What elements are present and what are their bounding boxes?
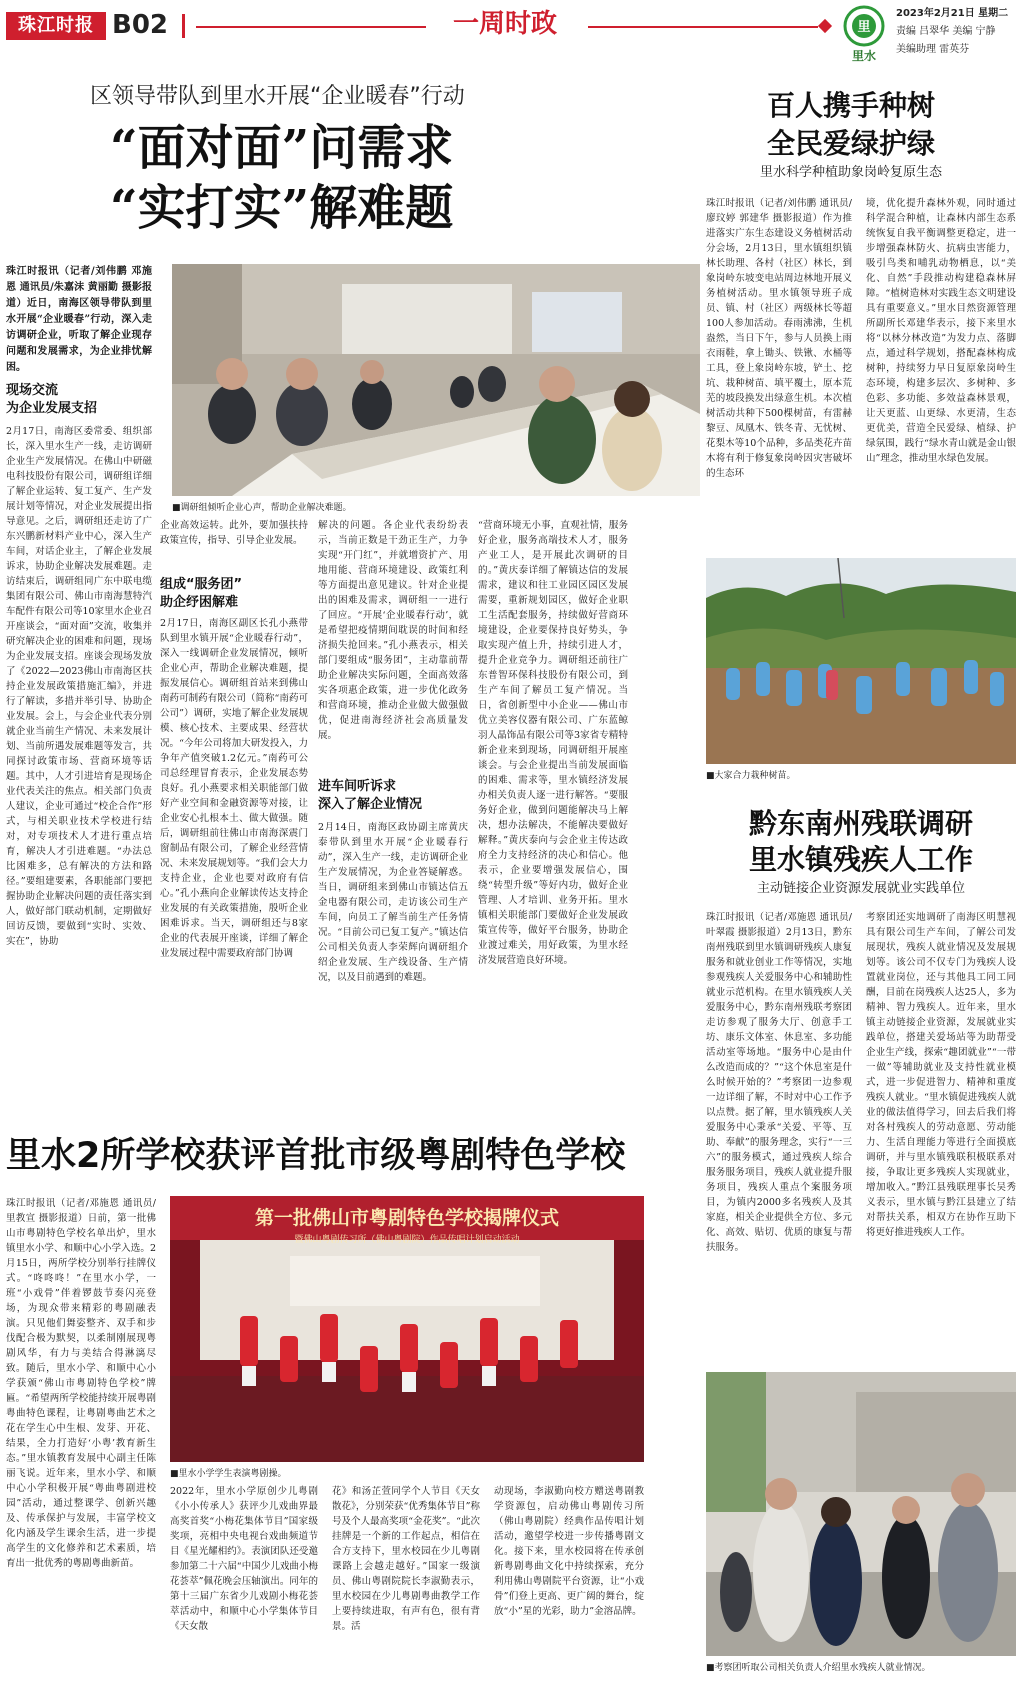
story2-deck: 里水科学种植助象岗岭复原生态 [759,165,942,180]
story2-photo [706,558,1016,764]
story1-photo [172,264,700,496]
story2-col1-text: 珠江时报讯（记者/刘伟鹏 通讯员/廖玟婷 郭建华 摄影报道）作为推进落实广东生态建设义务植树活动分会场，2月13日，里水镇组织镇林长助理、各村（社区）林长，到象岗岭东坡变电站周边林地开展义务植树活动。里水镇领导班子成员、镇、村（社区）两级林长等超100人参加活动。春雨沸沸，生机盎然，当日下午，参与人员换上雨衣雨鞋，拿上锄头、铁锹、水桶等工具，登上象岗岭东坡，铲土、挖坑、栽种树苗、填平覆土，原本荒芜的坡段换发出绿意生机。本次植树活动共种下500棵树苗，有雷赫黎豆、凤凰木、铁冬青、无忧树、花梨木等10个品种，多品类花卉苗木将有利于修复象岗岭因灾害破坏的生态环 [706,198,852,479]
story1-kicker: 区领导带队到里水开展“企业暖春”行动 [90,84,465,109]
svg-text:里: 里 [857,20,871,35]
editor-credits: 责编 吕翠华 美编 宁静 [896,26,996,37]
story1-photo-caption: ■调研组倾听企业心声，帮助企业解决难题。 [172,503,352,513]
story1-subhead-3b: 深入了解企业情况 [318,797,423,812]
tree-planting-photo-icon [706,558,1016,764]
story2-headline-1: 百人携手种树 [766,89,935,122]
factory-visit-photo-icon [706,1372,1016,1656]
story4-col4-text: 动现场，李淑勤向校方赠送粤剧教学资源包，启动佛山粤剧传习所（佛山粤剧院）经典作品传唱计划活动，邀望学校进一步传播粤剧文化。接下来，里水校园将在传承创新粤剧粤曲文化中持续探索，充分利用佛山粤剧院平台资源，让“小戏骨”们登上更高、更广阔的舞台，绽放“小”星的光彩，助力”金溶品牌。 [494,1486,644,1617]
story1-subhead-2: 组成“服务团” [160,577,243,592]
editor-assistant: 美编助理 雷英芬 [896,44,970,55]
town-logo-text: 里水 [851,49,876,63]
story1-subhead-1b: 为企业发展支招 [6,401,98,416]
paper-logo: 珠江时报 [6,12,106,40]
story1-subhead-2b: 助企纾困解难 [160,595,239,610]
story3-headline-2: 里水镇残疾人工作 [748,843,973,876]
story1-col2-text: 2月17日，南海区副区长孔小燕带队到里水镇开展“企业暖春行动”，深入一线调研企业发展情况，倾听企业心声，帮助企业解决难题，提振发展信心。调研组首站来到佛山南药可制药有限公司（简称“南药可公司”）调研，实地了解企业发展规模、核心技术、主要成果、经营状况。“今年公司将加大研发投入，力争年产值突破1.2亿元。”南药可公司总经理冒育表示，企业发展态势良好。孔小燕要求相关职能部门做好产业空间和金融资源等对接，让企业安心扎根本土、做大做强。随后，调研组前往佛山市南海深震门窗制品有限公司，了解企业经营情况、未来发展规划等。“我们会大力支持企业，企业也要对政府有信心。”孔小燕向企业解读传达支持企业发展的有关政策措施，殷听企业困难诉求。当天，调研组还与8家企业的代表展开座谈，详细了解企业发展过程中需要政府部门协调 [160,618,308,959]
story4-photo [170,1196,644,1462]
masthead [0,0,1024,70]
story1-col3-text: 2月14日，南海区政协副主席黄庆泰带队到里水开展“企业暖春行动”，深入生产一线，走访调研企业生产发展情况，为企业答疑解惑。当日，调研组来到佛山市镇达信五金电器有限公司，走访该公司生产车间，向员工了解当前生产任务情况。“目前公司已复工复产。”镇达信公司相关负责人李荣辉向调研组介绍企业发展、生产线设备、生产情况，以及目前遇到的难题。 [318,822,468,983]
story4-headline: 里水2所学校获评首批市级粤剧特色学校 [6,1136,626,1176]
story4-photo-caption: ■里水小学学生表演粤剧操。 [170,1469,287,1479]
story1-col3-top: 解决的问题。各企业代表纷纷表示，当前正数是干劲正生产，力争实现“开门红”，并就增资扩产、用地用能、营商环境建设、政策红利等方面提出意见建议。针对企业提出的困难及需求，调研组一一进行了回应。“开展‘企业暖春行动’，就是希望把疫情期间耽误的时间和经济损失抢回来。”孔小燕表示，相关部门要组成“服务团”，主动靠前帮助企业解决实际问题，全面高效落实各项惠企政策，进一步优化政务和营商环境，推动企业做大做强做优，促进南海经济社会高质量发展。 [318,520,468,741]
story2-photo-caption: ■大家合力栽种树苗。 [706,771,796,781]
story4-col3-text: 花》和汤芷萱同学个人节目《天女散花》，分别荣获“优秀集体节目”称号及个人最高奖项“金花奖”。“此次挂牌是一个新的工作起点，相信在合方支持下，里水校园在少儿粤剧课路上会越走越好。”国家一级演员、佛山粤剧院院长李淑勤表示，里水校园在少儿粤剧粤曲教学工作上要持续进取，有声有色，很有背景。活 [332,1486,480,1632]
meeting-room-photo-icon [172,264,700,496]
masthead-rule-left [196,26,426,28]
story1-col4-text: “营商环境无小事，直观社情，服务好企业，服务高端技术人才，服务产业工人，是开展此次调研的目的。”黄庆泰详细了解镇达信的发展需求，建议和往工业园区园区发展需要，重新规划园区，做好企业职工生活配套服务，持续做好营商环境建设，企业要保持良好势头，争取实现产值上升，持续引进人才，提升企业竞争力。调研组还前往广东普智环保科技股份有限公司，到生产车间了解员工复产情况。当日，省创新型中小企业——佛山市优立美容仪器有限公司、广东蓝鲸羽人晶饰品有限公司等3家省专精特新企业来到现场，同调研组开展座谈会。与会企业提出当前发展面临的困难、需求等，里水镇经济发展办相关负责人逐一进行解答。“要服务好企业，做到问题能解决马上解决，想办法解决，不能解决要做好解释。”黄庆泰向与会企业主传达政府全力支持经济的决心和信心。他表示，企业要增强发展信心，围绕“转型升级”等好内功，做好企业管理、人才培训、业务开拓。里水镇相关职能部门要做好企业发展政策宣传等，做好平台服务，协助企业渡过难关，用好政策，为里水经济发展营造良好环境。 [478,520,628,966]
masthead-diamond [818,19,832,33]
section-title: 一周时政 [452,9,557,39]
story3-deck: 主动链接企业资源发展就业实践单位 [756,881,965,896]
town-logo [842,4,886,66]
page-number: B02 [112,10,168,40]
story3-col2-text: 考察团还实地调研了南海区明慧视具有限公司生产车间，了解公司发展现状，残疾人就业情况及发展规划等。该公司不仅专门为残疾人设置就业岗位，还与其他具工同工同酬，目前在岗残疾人达25人，多为精神、智力残疾人。近年来，里水镇主动链接企业资源，发展就业实践单位，搭建关爱场站等为助帮受企业生产线，探索“趣团就业”“一带一做”等辅助就业及支持性就业模式，进一步促进智力、精神和重度残疾人就业。“里水镇促进残疾人就业的做法值得学习，回去后我们将对各村残疾人的劳动意愿、劳动能力、生活自理能力等进行全面摸底调研，并与里水镇残联积极联系对接，争取让更多残疾人实现就业，增加收入。”黔江县残联理事长吴秀义表示，里水镇与黔江县建立了结对帮扶关系，相双方在协作互助下将更好推进残疾人工作。 [866,912,1016,1238]
story2-col2-text: 境，优化提升森林外观，同时通过科学混合种植，让森林内部生态系统恢复自我平衡调整更稳定，进一步增强森林防火、抗病虫害能力，吸引鸟类和哺乳动物栖息，以“美化、自然”手段推动构建稳森林屏障。“植树造林对实践生态文明建设具有重要意义。”里水目然资源管理所副所长邓建华表示，接下来里水将“以林分林改造”为发力点、落脚点，通过科学规划，搭配森林构成树种，持续努力早日复原象岗岭生态环境，构建多层次、多树种、多色彩、多功能、多效益森林景观，让天更蓝、山更绿、水更清，生态更优美，营造全民爱绿、植绿、护绿氛围，践行“绿水青山就是金山银山”理念，推动里水绿色发展。 [866,198,1016,464]
opera-banner-subtitle: 暨佛山粤剧传习所（佛山粤剧院）作品传唱计划启动活动 [294,1235,520,1245]
story4-col1-text: 珠江时报讯（记者/邓施恩 通讯员/里教宣 摄影报道）日前，第一批佛山市粤剧特色学校名单出炉，里水镇里水小学、和顺中心小学入选。2月15日，两所学校分别举行挂牌仪式。“咚咚咚！”在里水小学，一班“小戏骨”伴着锣鼓节奏闪亮登场，为现众带来精彩的粤剧融表演。只见他们舞姿整齐、双手和步伐配合极为默契，以柔制刚展现粤剧风华，有力与美结合得淋漓尽致。随后，里水小学、和顺中心小学获颁“佛山市粤剧特色学校”牌匾。“希望两所学校能持续开展粤剧粤曲特色课程，让粤剧粤曲艺术之花在学生心中生根、发芽、开花、结果，全力打造好‘小粤’教育新生态。”里水镇教育发展中心副主任陈丽飞说。近年来，里水小学、和顺中心小学积极开展“粤曲粤剧进校园”活动，通过整课学、创新兴趣及、传承保护与发展，丰富学校文化内涵及学生课余生活，进一步提高学生的文化修养和艺术素质，培育出一批优秀的粤剧粤曲新苗。 [6,1198,156,1569]
masthead-rule-right [588,26,818,28]
town-logo-emblem-icon [842,4,886,48]
story1-col2-top: 企业高效运转。此外，要加强扶持政策宣传，指导、引导企业发展。 [160,520,308,546]
story1-subhead-3: 进车间听诉求 [318,779,397,794]
story3-col1-text: 珠江时报讯（记者/邓施恩 通讯员/叶翠霞 摄影报道）2月13日，黔东南州残联到里水镇调研残疾人康复服务和就业创业工作等情况，实地参观残疾人关爱服务中心和辅助性就业示范机构。在里水镇残疾人关爱服务中心，黔东南州残联考察团走访参观了服务大厅、创意手工坊、康乐文体室、休息室、多功能活动室等场地。“服务中心是由什么改造而成的？”“这个休息室是什么时候开始的？”考察团一边参观一边详细了解，不时对中心工作予以点赞。据了解，里水镇残疾人关爱服务中心秉承“关爱、平等、互助、奉献”的服务理念，实行“一三六”的服务模式，通过残疾人综合服务服务项目，残疾人就业提升服务项目，残疾人重点个案服务项目，为镇内2000多名残疾人及其家庭，相关企业提供全方位、多元化、高效、贴切、优质的康复与帮扶服务。 [706,912,852,1253]
story1-headline-2: “实打实”解难题 [110,180,454,236]
issue-date: 2023年2月21日 星期二 [896,8,1009,19]
story3-headline-1: 黔东南州残联调研 [748,807,973,840]
story3-photo [706,1372,1016,1656]
story1-subhead-1: 现场交流 [6,383,59,398]
page-number-divider [182,14,185,38]
story1-byline: 珠江时报讯（记者/刘伟鹏 邓施恩 通讯员/朱嘉沫 黄丽勤 摄影报道）近日，南海区领导带队到里水开展“企业暖春”行动，深入走访调研企业，听取了解企业现存问题和发展需求，为企业排忧解困。 [6,266,152,373]
opera-banner-title: 第一批佛山市粤剧特色学校揭牌仪式 [254,1207,559,1229]
story3-photo-caption: ■考察团听取公司相关负责人介绍里水残疾人就业情况。 [706,1663,931,1673]
story4-col2-text: 2022年，里水小学原创少儿粤剧《小小传承人》获评少儿戏曲界最高奖首奖“小梅花集体节目”国家级奖项，亮相中央电视台戏曲频道节目《星光耀相约》。表演团队还受邀参加第二十六届“中国少儿戏曲小梅花荟萃”佩花晚会压轴演出。同年的第十三届广东省少儿戏剧小梅花荟萃活动中，和顺中心小学集体节目《天女散 [170,1486,318,1632]
story1-col1-text: 2月17日，南海区委常委、组织部长，深入里水生产一线，走访调研企业生产发展情况。在佛山中研磁电科技股份有限公司，调研组详细了解企业运转、复工复产、生产发展计划等情况，对企业发展提出指导意见。之后，调研组还走访了广东兴鹏新材料产业中心，深入生产车间，对话企业主，了解企业发展诉求，协助企业解决发展难题。走访结束后，调研组同广东中联电缆集团有限公司、佛山市南海慧特汽车配件有限公司等10家里水企业召开座谈会，“面对面”交流，收集并研究解决企业的困难和问题，现场为企业发展支招。座谈会现场发放了《2022—2023佛山市南海区扶持企业发展政策措施汇编》，并进行了解读，多措并举引导、协助企业发展。会上，与会企业代表分别就企业当前生产情况、未来发展计划、当前所遇发展难题等发言，共同探讨政策市场、营商环境等话题。其中，人才引进培育是现场企业代表关注的焦点。相关部门负责人建议，企业可通过“校企合作”形式，与相关职业技术学校进行结对，对专项技术人才进行重点培育，解决人才引进难题。“办法总比困难多，总有解决的方法和路径。”要组建要素，各职能部门要把握协助企业解决问题的责任落实到人，做好部门联动机制，定期做好回访反馈，要做到“实时、实效、实在”，协助 [6,426,152,947]
story2-headline-2: 全民爱绿护绿 [766,127,935,160]
story1-headline-1: “面对面”问需求 [110,120,454,176]
